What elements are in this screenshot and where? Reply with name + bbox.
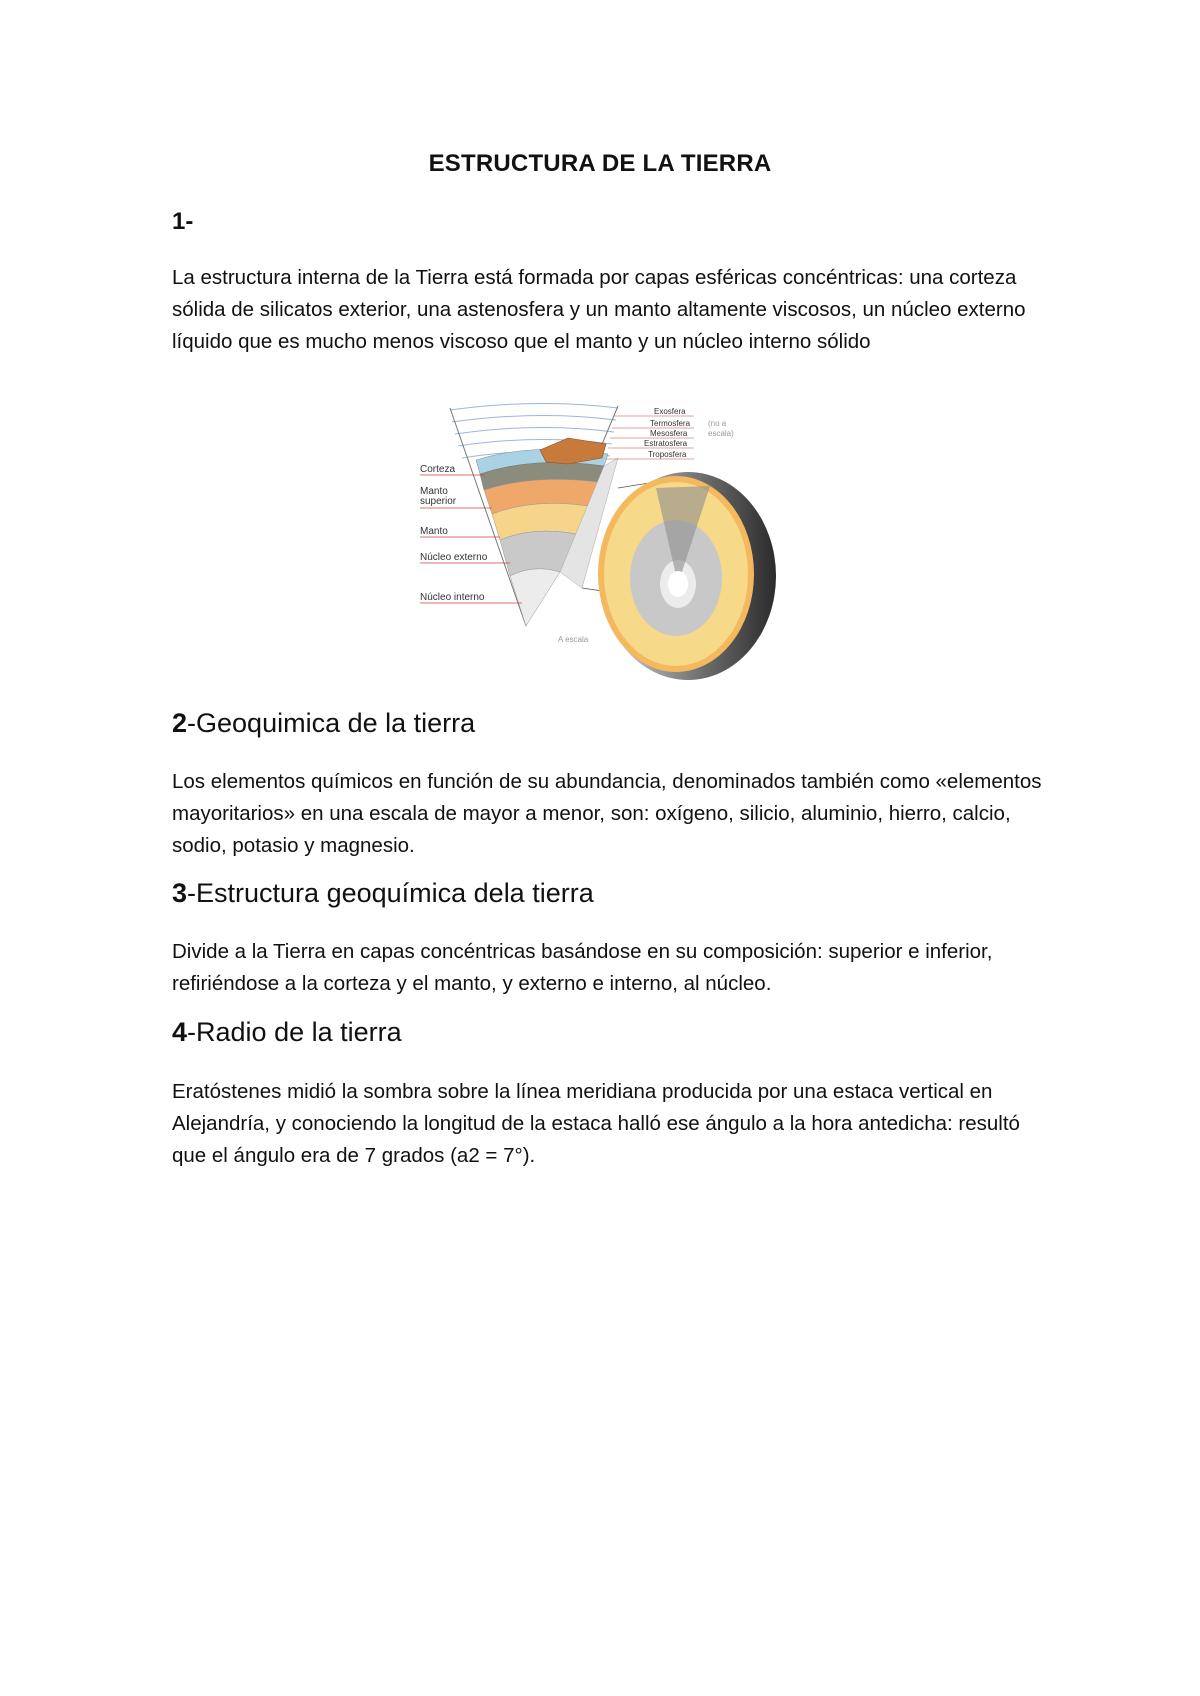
earth-structure-diagram [418,402,790,688]
label-manto-superior: Manto [420,486,448,497]
label-escala: escala) [708,429,734,438]
section-2-number: 2 [172,708,188,738]
section-3-number: 3 [172,878,188,908]
atmosphere-labels [606,407,734,459]
label-nucleo-interno: Núcleo interno [420,592,485,603]
label-mesosfera: Mesosfera [650,429,688,438]
label-a-escala: A escala [558,635,589,644]
label-termosfera: Termosfera [650,419,691,428]
label-exosfera: Exosfera [654,407,686,416]
section-4-number: 4 [172,1017,188,1047]
section-3-heading-text: -Estructura geoquímica dela tierra [187,878,594,908]
section-1-number: 1- [172,208,194,235]
section-2-heading-text: -Geoquimica de la tierra [187,708,476,738]
section-4-heading [172,1017,402,1048]
section-4-paragraph: Eratóstenes midió la sombra sobre la línea meridiana producida por una estaca vertical en Alejandría, y conociendo la longitud de la estaca halló ese ángulo a la hora antedicha: resultó que el ángulo era de 7 grados (a2 = 7°). [172,1080,1020,1167]
document-title: ESTRUCTURA DE LA TIERRA [428,150,772,177]
label-estratosfera: Estratosfera [644,439,688,448]
section-3-heading [172,878,594,909]
section-4-heading-text: -Radio de la tierra [187,1017,402,1047]
earth-cross-section [598,472,776,680]
section-3-paragraph: Divide a la Tierra en capas concéntricas basándose en su composición: superior e inferior, refiriéndose a la corteza y el manto, y externo e interno, al núcleo. [172,940,993,995]
label-manto-superior-2: superior [420,496,457,507]
label-corteza: Corteza [420,464,456,475]
label-no-a: (no a [708,419,727,428]
section-2-heading [172,708,475,739]
section-2-paragraph: Los elementos químicos en función de su abundancia, denominados también como «elementos mayoritarios» en una escala de mayor a menor, son: oxígeno, silicio, aluminio, hierro, calcio, sodio, potasio y magnesio. [172,770,1042,857]
label-nucleo-externo: Núcleo externo [420,552,488,563]
section-1-paragraph: La estructura interna de la Tierra está formada por capas esféricas concéntricas: una corteza sólida de silicatos exterior, una astenosfera y un manto altamente viscosos, un núcleo externo líquido que es mucho menos viscoso que el manto y un núcleo interno sólido [172,266,1026,353]
label-manto: Manto [420,526,448,537]
label-troposfera: Troposfera [648,450,687,459]
